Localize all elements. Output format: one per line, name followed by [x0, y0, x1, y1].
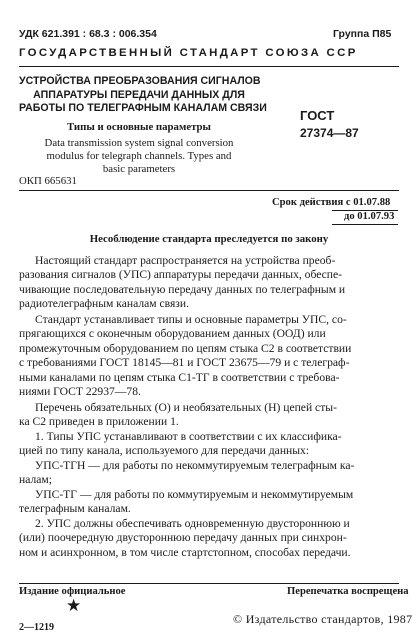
- text-line: телеграфным каналам.: [19, 502, 131, 516]
- validity-underline: [332, 224, 398, 225]
- body-paragraph: [19, 459, 399, 488]
- text-line: (или) поочередную двустороннюю передачу данных при синхрон-: [19, 531, 347, 545]
- validity-from: Срок действия с 01.07.88: [272, 197, 391, 208]
- text-line: Стандарт устанавливает типы и основные параметры УПС, со-: [35, 313, 347, 326]
- text-line: ниями ГОСТ 22937—78.: [19, 385, 141, 399]
- document-subtitle: Типы и основные параметры: [67, 121, 211, 133]
- document-title: [19, 75, 267, 116]
- english-title-line: modulus for telegraph channels. Types and: [46, 149, 232, 162]
- title-line: АППАРАТУРЫ ПЕРЕДАЧИ ДАННЫХ ДЛЯ: [33, 88, 245, 101]
- text-line: разования сигналов (УПС) аппаратуры передачи данных, обеспе-: [19, 268, 343, 282]
- text-line: налам;: [19, 473, 52, 487]
- text-line: Настоящий стандарт распространяется на устройства преоб-: [35, 254, 336, 267]
- text-line: Перечень обязательных (О) и необязательных (Н) цепей сты-: [35, 401, 337, 414]
- text-line: промежуточным оборудованием по цепям стыка С2 в соответствии: [19, 341, 352, 355]
- text-line: ка С2 приведен в приложении 1.: [19, 415, 179, 429]
- text-line: чивающие последовательную передачу данных по телеграфным и: [19, 282, 346, 296]
- print-code: 2—1219: [19, 622, 54, 633]
- gost-number: 27374—87: [300, 126, 359, 140]
- edition-label: Издание официальное: [19, 586, 126, 597]
- group-code: Группа П85: [333, 28, 392, 40]
- copyright: © Издательство стандартов, 1987: [233, 612, 413, 626]
- title-line: УСТРОЙСТВА ПРЕОБРАЗОВАНИЯ СИГНАЛОВ: [19, 75, 261, 87]
- footer-divider: [19, 583, 399, 584]
- text-line: с требованиями ГОСТ 18145—81 и ГОСТ 23675—79 и с телеграф-: [19, 356, 350, 370]
- english-title-line: basic parameters: [102, 162, 176, 175]
- title-divider: [19, 190, 399, 191]
- legal-notice: Несоблюдение стандарта преследуется по закону: [89, 233, 329, 245]
- standard-banner: ГОСУДАРСТВЕННЫЙ СТАНДАРТ СОЮЗА ССР: [19, 47, 358, 59]
- gost-label: ГОСТ: [300, 108, 335, 123]
- body-paragraph: [19, 401, 399, 430]
- english-title-line: Data transmission system signal conversion: [44, 137, 234, 149]
- text-line: ными каналами по цепям стыка С1-ТГ в соответствии с требова-: [19, 370, 340, 384]
- body-paragraph: [19, 430, 399, 459]
- body-paragraph: [19, 517, 399, 560]
- title-line: РАБОТЫ ПО ТЕЛЕГРАФНЫМ КАНАЛАМ СВЯЗИ: [19, 102, 267, 115]
- reprint-notice: Перепечатка воспрещена: [287, 586, 409, 597]
- text-line: цией по типу канала, используемого для передачи данных:: [19, 444, 310, 458]
- body-paragraph: [19, 313, 399, 399]
- body-paragraph: [19, 254, 399, 312]
- okp-code: ОКП 665631: [19, 175, 77, 187]
- header-divider: [19, 66, 399, 67]
- english-title: [19, 137, 259, 175]
- text-line: радиотелеграфным каналам связи.: [19, 297, 189, 311]
- text-line: прягающихся с оконечным оборудованием данных (ООД) или: [19, 327, 326, 341]
- star-icon: ★: [66, 596, 82, 615]
- udk-code: УДК 621.391 : 68.3 : 006.354: [19, 28, 157, 40]
- text-line: 1. Типы УПС устанавливают в соответствии с их классифика-: [35, 430, 342, 443]
- text-line: УПС-ТГН — для работы по некоммутируемым телеграфным ка-: [35, 459, 355, 472]
- validity-to: до 01.07.93: [344, 211, 395, 222]
- body-paragraph: [19, 488, 399, 517]
- text-line: 2. УПС должны обеспечивать одновременную двустороннюю и: [35, 517, 350, 530]
- text-line: ном и асинхронном, в том числе стартстопном, способах передачи.: [19, 545, 351, 559]
- text-line: УПС-ТГ — для работы по коммутируемым и некоммутируемым: [35, 488, 354, 501]
